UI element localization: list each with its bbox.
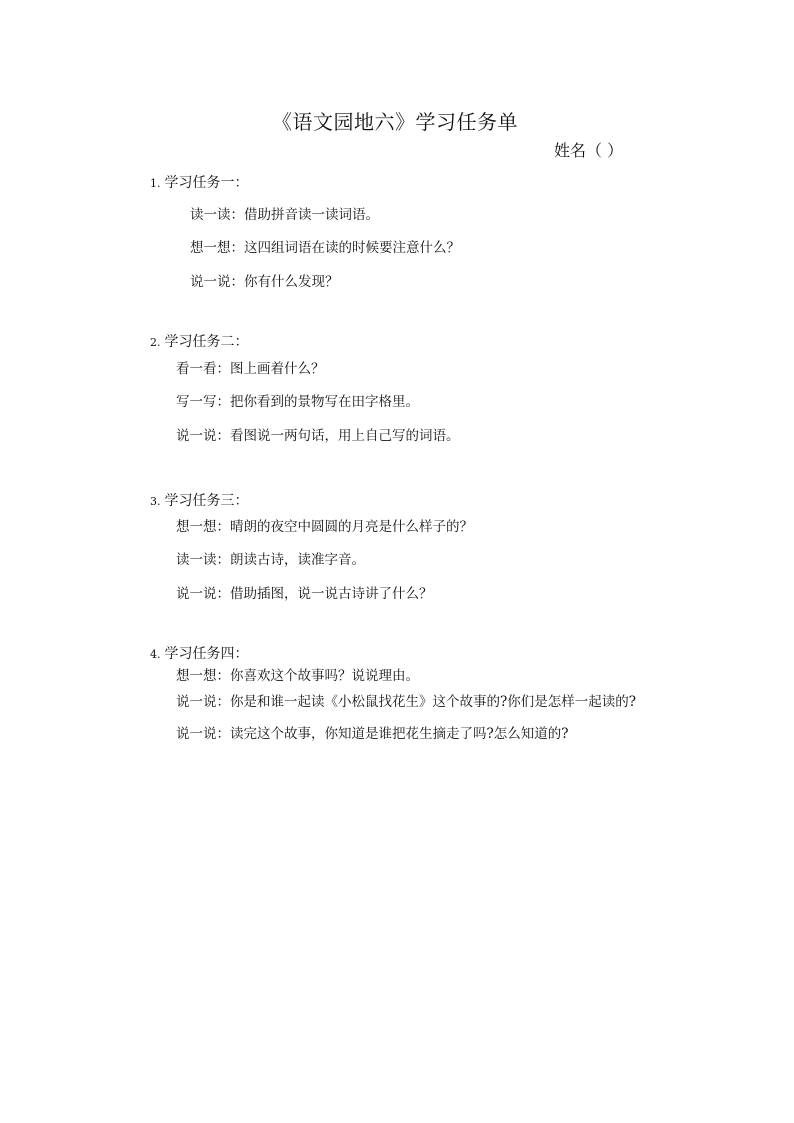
task-item: 想一想：这四组词语在读的时候要注意什么？ [190,240,460,256]
page-title: 《语文园地六》学习任务单 [272,110,518,134]
task-heading [150,643,249,663]
task-number: 4. [150,648,161,661]
task-title: 学习任务一： [164,175,249,191]
task-item: 想一想：晴朗的夜空中圆圆的月亮是什么样子的？ [176,519,473,535]
task-item: 看一看：图上画着什么？ [176,361,325,377]
name-field: 姓名（ ） [554,141,624,160]
task-item: 想一想：你喜欢这个故事吗？说说理由。 [176,668,419,684]
task-item: 说一说：借助插图，说一说古诗讲了什么？ [176,586,433,602]
task-heading [150,490,249,510]
task-number: 2. [150,336,161,349]
task-number: 1. [150,177,161,190]
task-title: 学习任务二： [164,334,249,350]
task-item: 说一说：读完这个故事，你知道是谁把花生摘走了吗?怎么知道的? [176,726,569,742]
task-heading [150,172,249,192]
task-item: 说一说：看图说一两句话，用上自己写的词语。 [176,428,460,444]
task-heading [150,331,249,351]
task-item: 说一说：你有什么发现？ [190,274,339,290]
task-item: 读一读：借助拼音读一读词语。 [190,207,379,223]
task-item: 说一说：你是和谁一起读《小松鼠找花生》这个故事的?你们是怎样一起读的? [176,694,636,710]
task-item: 读一读：朗读古诗，读准字音。 [176,552,365,568]
task-title: 学习任务四： [164,646,249,662]
task-item: 写一写：把你看到的景物写在田字格里。 [176,394,419,410]
task-title: 学习任务三： [164,493,249,509]
task-number: 3. [150,495,161,508]
